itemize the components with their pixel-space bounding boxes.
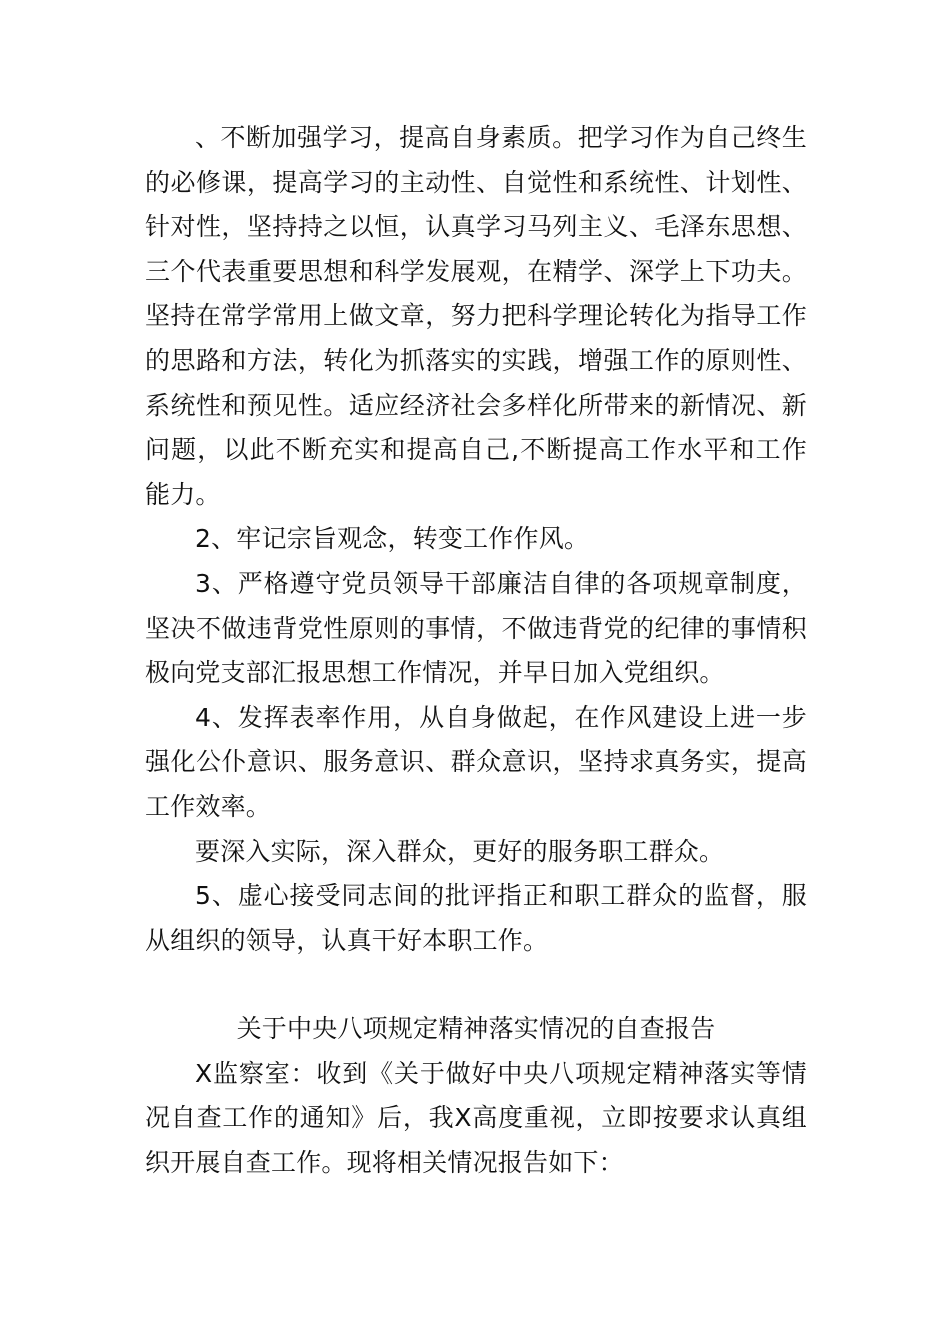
paragraph-discipline: 3、严格遵守党员领导干部廉洁自律的各项规章制度，坚决不做违背党性原则的事情，不做违背党的纪律的事情积极向党支部汇报思想工作情况，并早日加入党组织。: [145, 568, 807, 688]
paragraph-study: 、不断加强学习，提高自身素质。把学习作为自己终生的必修课，提高学习的主动性、自觉性和系统性、计划性、针对性，坚持持之以恒，认真学习马列主义、毛泽东思想、三个代表重要思想和科学发展观，在精学、深学上下功夫。坚持在常学常用上做文章，努力把科学理论转化为指导工作的思路和方法，转化为抓落实的实践，增强工作的原则性、系统性和预见性。适应经济社会多样化所带来的新情况、新问题，以此不断充实和提高自己,不断提高工作水平和工作能力。: [145, 123, 807, 509]
paragraph-purpose: 2、牢记宗旨观念，转变工作作风。: [195, 524, 590, 554]
paragraph-exemplary: 4、发挥表率作用，从自身做起，在作风建设上进一步强化公仆意识、服务意识、群众意识，坚持求真务实，提高工作效率。: [145, 702, 807, 821]
paragraph-masses: 要深入实际，深入群众，更好的服务职工群众。: [195, 836, 725, 866]
document-body: [145, 116, 807, 1186]
paragraph-supervision: 5、虚心接受同志间的批评指正和职工群众的监督，服从组织的领导，认真干好本职工作。: [145, 881, 807, 955]
report-title: 关于中央八项规定精神落实情况的自查报告: [236, 1014, 716, 1044]
report-opening-paragraph: X监察室：收到《关于做好中央八项规定精神落实等情况自查工作的通知》后，我X高度重视，立即按要求认真组织开展自查工作。现将相关情况报告如下：: [145, 1058, 807, 1178]
